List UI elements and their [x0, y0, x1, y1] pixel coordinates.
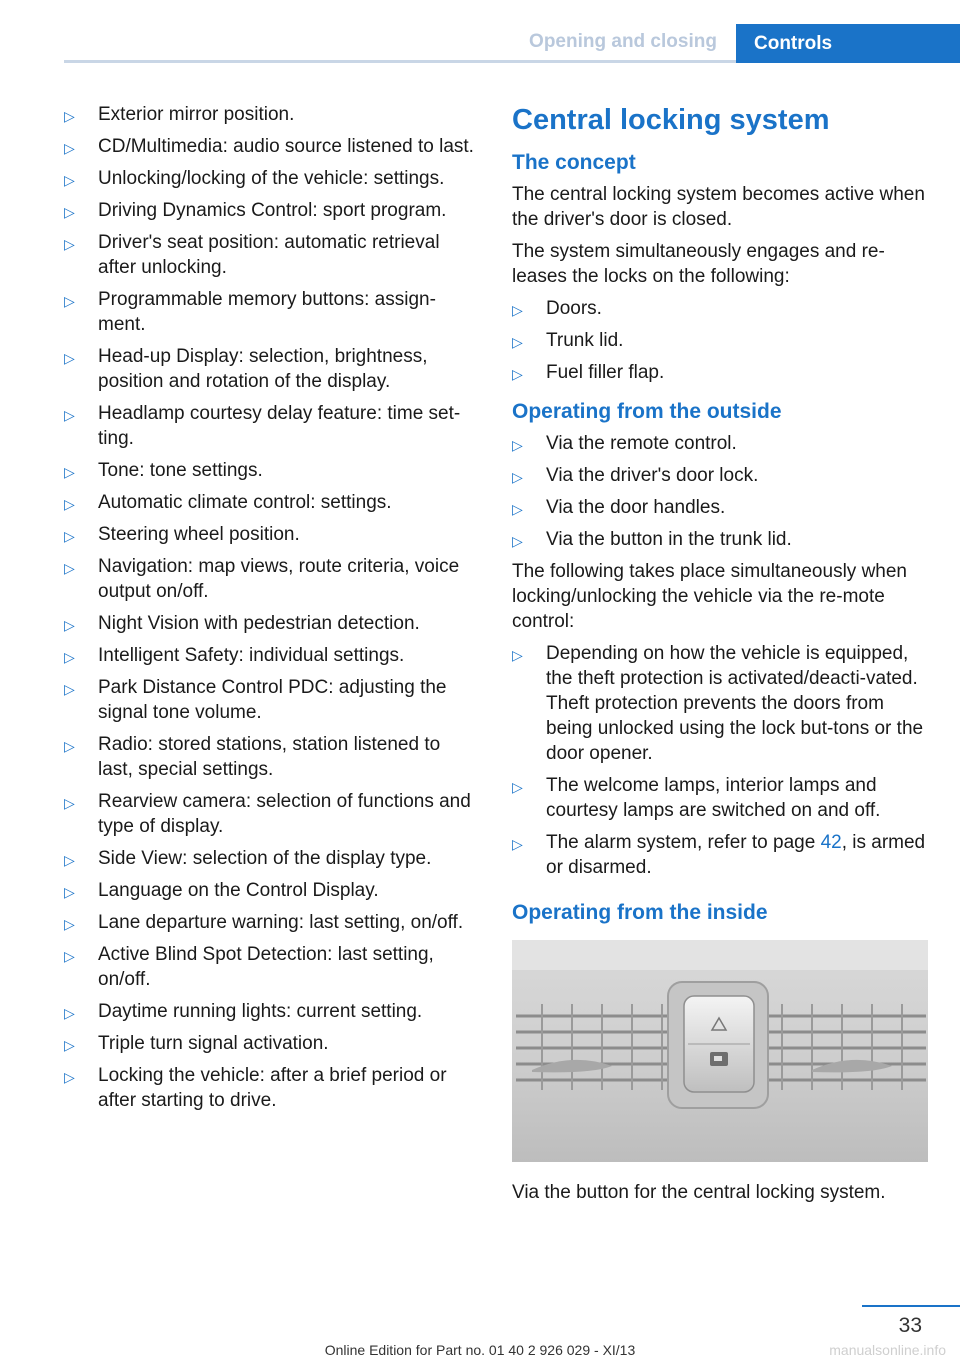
list-item-text: Exterior mirror position. — [98, 104, 295, 125]
section-title: Central locking system — [512, 104, 830, 136]
list-item — [64, 198, 480, 223]
list-item — [512, 527, 932, 552]
list-item — [512, 296, 932, 321]
list-item-text: Head-up Display: selection, brightness, position and rotation of the display. — [98, 346, 428, 392]
triangle-bullet-icon: ▷ — [512, 836, 523, 852]
right-column — [512, 102, 932, 1205]
chapter-tab[interactable]: Controls — [736, 24, 960, 63]
list-item — [512, 360, 932, 385]
list-item — [512, 463, 932, 488]
central-locking-button-photo — [512, 940, 928, 1162]
list-item — [64, 522, 480, 547]
page-number: 33 — [898, 1314, 922, 1337]
list-item — [64, 134, 480, 159]
list-item — [64, 458, 480, 483]
remote-effects-list — [512, 641, 932, 823]
list-item — [512, 830, 932, 880]
list-item-text: Triple turn signal activation. — [98, 1033, 329, 1054]
triangle-bullet-icon: ▷ — [64, 172, 75, 188]
alarm-text-pre: The alarm system, refer to page — [546, 832, 821, 853]
triangle-bullet-icon: ▷ — [64, 407, 75, 423]
triangle-bullet-icon: ▷ — [512, 647, 523, 663]
list-item-text: CD/Multimedia: audio source listened to last. — [98, 136, 474, 157]
triangle-bullet-icon: ▷ — [64, 293, 75, 309]
list-item-text: Doors. — [546, 298, 602, 319]
list-item-text: Active Blind Spot Detection: last setting, on/off. — [98, 944, 434, 990]
remote-paragraph: The following takes place simultaneously when locking/unlocking the vehicle via the re‐mote control: — [512, 561, 907, 632]
concept-paragraph-2: The system simultaneously engages and re‐leases the locks on the following: — [512, 241, 885, 287]
list-item-text: Fuel filler flap. — [546, 362, 665, 383]
triangle-bullet-icon: ▷ — [512, 366, 523, 382]
list-item — [64, 643, 480, 668]
list-item — [64, 166, 480, 191]
triangle-bullet-icon: ▷ — [64, 795, 75, 811]
memory-settings-list — [64, 102, 480, 1113]
triangle-bullet-icon: ▷ — [64, 617, 75, 633]
list-item — [512, 495, 932, 520]
list-item-text: Rearview camera: selection of functions and type of display. — [98, 791, 471, 837]
triangle-bullet-icon: ▷ — [512, 533, 523, 549]
triangle-bullet-icon: ▷ — [64, 528, 75, 544]
list-item — [64, 942, 480, 992]
triangle-bullet-icon: ▷ — [64, 560, 75, 576]
triangle-bullet-icon: ▷ — [64, 884, 75, 900]
triangle-bullet-icon: ▷ — [64, 1037, 75, 1053]
list-item — [64, 675, 480, 725]
list-item — [64, 878, 480, 903]
triangle-bullet-icon: ▷ — [64, 496, 75, 512]
list-item — [64, 1063, 480, 1113]
triangle-bullet-icon: ▷ — [512, 437, 523, 453]
list-item-text: Steering wheel position. — [98, 524, 300, 545]
list-item — [64, 287, 480, 337]
triangle-bullet-icon: ▷ — [512, 501, 523, 517]
triangle-bullet-icon: ▷ — [64, 350, 75, 366]
alarm-text-post: , is armed or disarmed. — [546, 832, 926, 878]
triangle-bullet-icon: ▷ — [64, 1005, 75, 1021]
concept-paragraph-1: The central locking system becomes active when the driver's door is closed. — [512, 184, 925, 230]
triangle-bullet-icon: ▷ — [64, 681, 75, 697]
list-item-text: Night Vision with pedestrian detection. — [98, 613, 420, 634]
inside-heading: Operating from the inside — [512, 901, 768, 924]
list-item — [64, 102, 480, 127]
edition-text: Online Edition for Part no. 01 40 2 926 029 - XI/13 — [324, 1342, 636, 1358]
list-item — [64, 401, 480, 451]
triangle-bullet-icon: ▷ — [64, 236, 75, 252]
list-item-text: Language on the Control Display. — [98, 880, 379, 901]
list-item-text: Via the driver's door lock. — [546, 465, 759, 486]
list-item-text: Headlamp courtesy delay feature: time set‐ting. — [98, 403, 461, 449]
list-item-text: Intelligent Safety: individual settings. — [98, 645, 405, 666]
list-item-text: Radio: stored stations, station listened to last, special settings. — [98, 734, 441, 780]
page-link[interactable]: 42 — [820, 832, 842, 853]
list-item — [64, 789, 480, 839]
list-item-text: Trunk lid. — [546, 330, 624, 351]
list-item-text: Depending on how the vehicle is equipped, the theft protection is activated/deacti‐vated. Theft protection prevents the doors from being unlocked using the lock but‐tons or the door opener. — [546, 643, 924, 764]
list-item — [64, 732, 480, 782]
list-item — [64, 846, 480, 871]
list-item — [64, 344, 480, 394]
outside-methods-list — [512, 431, 932, 552]
list-item — [64, 490, 480, 515]
triangle-bullet-icon: ▷ — [64, 204, 75, 220]
triangle-bullet-icon: ▷ — [64, 852, 75, 868]
photo-caption: Via the button for the central locking system. — [512, 1182, 886, 1203]
triangle-bullet-icon: ▷ — [512, 302, 523, 318]
triangle-bullet-icon: ▷ — [64, 948, 75, 964]
list-item-text: Driver's seat position: automatic retrieval after unlocking. — [98, 232, 440, 278]
list-item-text: Automatic climate control: settings. — [98, 492, 392, 513]
list-item-text: Programmable memory buttons: assign‐ment. — [98, 289, 436, 335]
list-item-text: Tone: tone settings. — [98, 460, 263, 481]
section-tab[interactable]: Opening and closing — [529, 31, 717, 52]
left-column — [64, 102, 480, 1120]
list-item — [64, 230, 480, 280]
list-item-text: Park Distance Control PDC: adjusting the signal tone volume. — [98, 677, 447, 723]
list-item-text: Lane departure warning: last setting, on/off. — [98, 912, 464, 933]
triangle-bullet-icon: ▷ — [64, 738, 75, 754]
list-item — [512, 773, 932, 823]
list-item-text: Via the remote control. — [546, 433, 737, 454]
list-item — [64, 1031, 480, 1056]
list-item-text: Via the button in the trunk lid. — [546, 529, 792, 550]
alarm-list — [512, 830, 932, 880]
list-item — [64, 611, 480, 636]
footer-rule — [862, 1305, 960, 1307]
list-item-text: Navigation: map views, route criteria, voice output on/off. — [98, 556, 460, 602]
triangle-bullet-icon: ▷ — [64, 916, 75, 932]
list-item — [64, 910, 480, 935]
list-item-text: Driving Dynamics Control: sport program. — [98, 200, 447, 221]
list-item — [64, 554, 480, 604]
list-item — [512, 328, 932, 353]
triangle-bullet-icon: ▷ — [512, 334, 523, 350]
triangle-bullet-icon: ▷ — [64, 464, 75, 480]
list-item-text: Via the door handles. — [546, 497, 726, 518]
list-item-text: Side View: selection of the display type. — [98, 848, 432, 869]
triangle-bullet-icon: ▷ — [512, 779, 523, 795]
list-item — [512, 641, 932, 766]
list-item-text: The welcome lamps, interior lamps and courtesy lamps are switched on and off. — [546, 775, 881, 821]
list-item — [512, 431, 932, 456]
list-item-text: Locking the vehicle: after a brief period or after starting to drive. — [98, 1065, 447, 1111]
triangle-bullet-icon: ▷ — [512, 469, 523, 485]
list-item-text: Unlocking/locking of the vehicle: settings. — [98, 168, 445, 189]
triangle-bullet-icon: ▷ — [64, 1069, 75, 1085]
list-item — [64, 999, 480, 1024]
triangle-bullet-icon: ▷ — [64, 140, 75, 156]
triangle-bullet-icon: ▷ — [64, 108, 75, 124]
locks-list — [512, 296, 932, 385]
concept-heading: The concept — [512, 151, 636, 174]
outside-heading: Operating from the outside — [512, 400, 782, 423]
watermark: manualsonline.info — [829, 1342, 946, 1358]
list-item-text: Daytime running lights: current setting. — [98, 1001, 423, 1022]
triangle-bullet-icon: ▷ — [64, 649, 75, 665]
